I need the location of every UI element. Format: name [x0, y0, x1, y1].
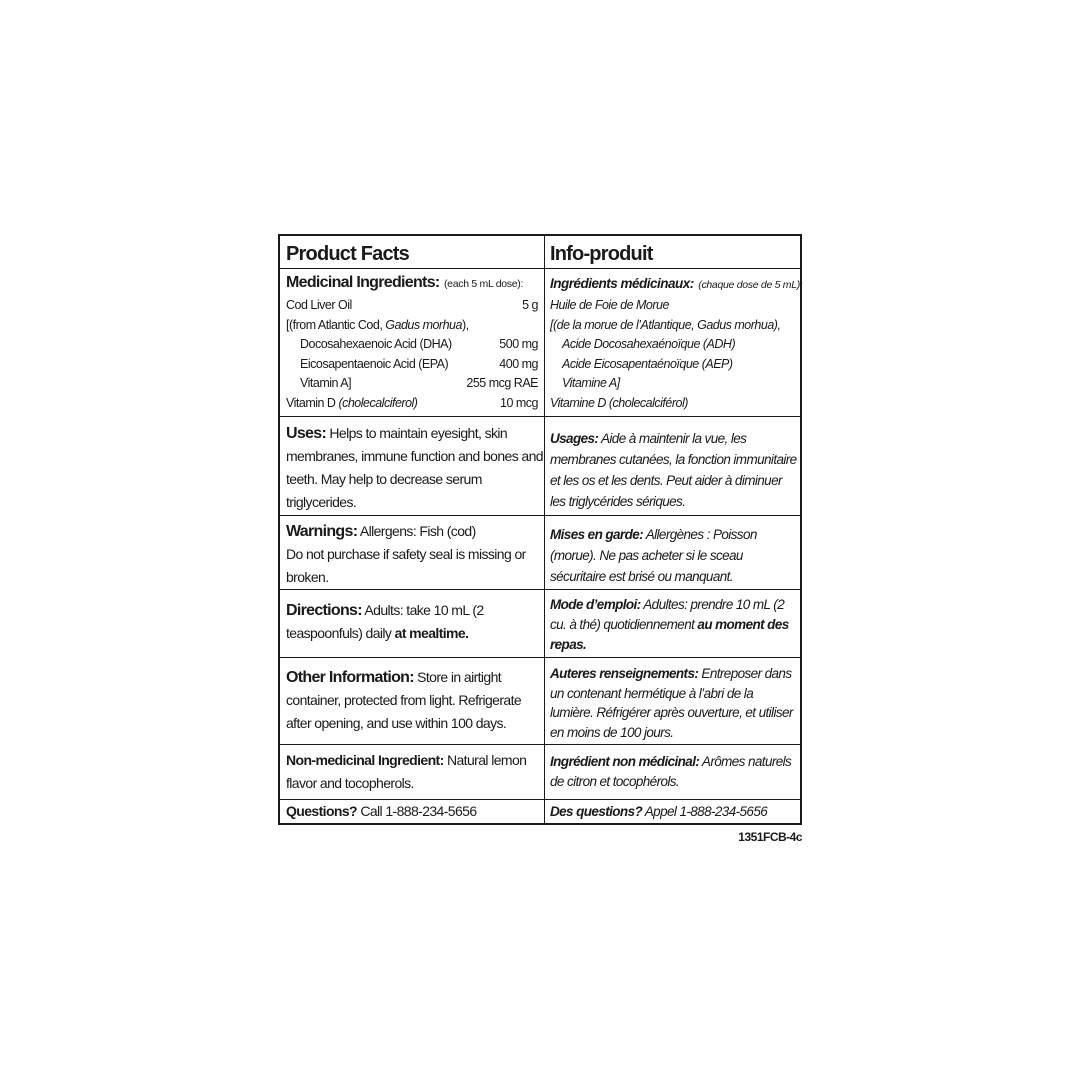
warnings-title: Warnings: [286, 523, 358, 540]
other-info-text: Store in airtight container, protected from light. Refrigerate after opening, and use within 100 days. [286, 669, 522, 731]
other-info-fr-title: Auteres renseignements: [550, 666, 699, 681]
directions-fr [550, 595, 798, 655]
medicinal-en [286, 274, 544, 413]
directions-row [280, 589, 800, 658]
other-info-row [280, 657, 800, 745]
questions-fr-title: Des questions? [550, 804, 643, 819]
ingredient-line-fr: Acide Docosahexaénoïque (ADH) [562, 337, 736, 351]
ingredient-line-fr: [(de la morue de l’Atlantique, Gadus morhua), [550, 317, 781, 332]
questions-title: Questions? [286, 803, 358, 819]
medicinal-fr-dose: (chaque dose de 5 mL): [698, 279, 803, 291]
warnings-text: Do not purchase if safety seal is missing or broken. [286, 546, 526, 585]
questions-fr-phone: Appel 1-888-234-5656 [644, 804, 768, 819]
non-medicinal-en [286, 749, 544, 795]
directions-title: Directions: [286, 602, 362, 619]
directions-fr-text: Adultes: prendre 10 mL (2 cu. à thé) quotidiennement [550, 597, 785, 632]
medicinal-list [286, 296, 544, 413]
directions-en [286, 599, 544, 645]
ingredient-line: Vitamin D (cholecalciferol) 10 mcg [286, 395, 538, 410]
other-info-en [286, 666, 544, 735]
warnings-fr [550, 524, 798, 587]
header-fr: Info-produit [550, 243, 653, 265]
non-medicinal-fr [550, 752, 798, 792]
uses-title: Uses: [286, 425, 327, 442]
medicinal-fr-list [550, 296, 798, 413]
warnings-en [286, 520, 544, 589]
medicinal-ingredients-row [280, 268, 803, 417]
ingredient-line: Eicosapentaenoic Acid (EPA) 400 mg [300, 356, 538, 371]
questions-row [280, 799, 800, 823]
ingredient-line: Cod Liver Oil 5 g [286, 298, 538, 312]
non-medicinal-text: Natural lemon flavor and tocopherols. [286, 752, 527, 791]
other-info-fr [550, 664, 798, 742]
uses-row [280, 416, 800, 516]
medicinal-title: Medicinal Ingredients: [286, 274, 440, 291]
header-en: Product Facts [286, 243, 409, 265]
uses-fr-title: Usages: [550, 431, 599, 446]
medicinal-dose: (each 5 mL dose): [443, 278, 524, 290]
warnings-fr-title: Mises en garde: [550, 527, 644, 542]
warnings-fr-text: Allergènes : Poisson (morue). Ne pas acheter si le sceau sécuritaire est brisé ou manquant. [550, 527, 757, 584]
non-medicinal-fr-title: Ingrédient non médicinal: [550, 754, 700, 769]
uses-text: Helps to maintain eyesight, skin membranes, immune function and bones and teeth. May help to decrease serum triglycerides. [286, 425, 543, 510]
questions-fr [550, 800, 798, 823]
directions-text: Adults: take 10 mL (2 teaspoonfuls) daily [286, 602, 484, 641]
directions-fr-title: Mode d’emploi: [550, 597, 641, 612]
ingredient-line: Docosahexaenoic Acid (DHA) 500 mg [300, 337, 538, 351]
ingredient-line: [(from Atlantic Cod, Gadus morhua), [286, 317, 469, 332]
directions-fr-emphasis: au moment des repas. [550, 617, 789, 652]
other-info-fr-text: Entreposer dans un contenant hermétique à l’abri de la lumière. Réfrigérer après ouverture, et utiliser en moins de 100 jours. [550, 666, 793, 740]
questions-en [286, 800, 544, 823]
product-facts-label [278, 234, 802, 825]
ingredient-line-fr: Huile de Foie de Morue [550, 298, 669, 312]
warnings-row [280, 515, 800, 590]
directions-emphasis: at mealtime. [394, 625, 469, 641]
non-medicinal-fr-text: Arômes naturels de citron et tocophérols. [550, 754, 792, 789]
product-code: 1351FCB-4c [738, 830, 802, 844]
questions-phone: Call 1-888-234-5656 [360, 803, 477, 819]
ingredient-line-fr: Vitamine A] [562, 376, 620, 390]
header-row [280, 236, 800, 269]
ingredient-line-fr: Vitamine D (cholecalciférol) [550, 395, 688, 410]
uses-fr [550, 428, 798, 512]
other-info-title: Other Information: [286, 669, 414, 686]
uses-en [286, 422, 544, 514]
medicinal-fr [550, 274, 803, 413]
medicinal-fr-title: Ingrédients médicinaux: [550, 276, 694, 291]
non-medicinal-row [280, 744, 800, 800]
non-medicinal-title: Non-medicinal Ingredient: [286, 752, 444, 768]
uses-fr-text: Aide à maintenir la vue, les membranes cutanées, la fonction immunitaire et les os et les dents. Peut aider à diminuer les triglycérides sériques. [550, 431, 797, 509]
ingredient-line-fr: Acide Eicosapentaénoïque (AEP) [562, 356, 733, 371]
warnings-allergens: Allergens: Fish (cod) [359, 523, 476, 539]
ingredient-line: Vitamin A] 255 mcg RAE [300, 376, 538, 390]
